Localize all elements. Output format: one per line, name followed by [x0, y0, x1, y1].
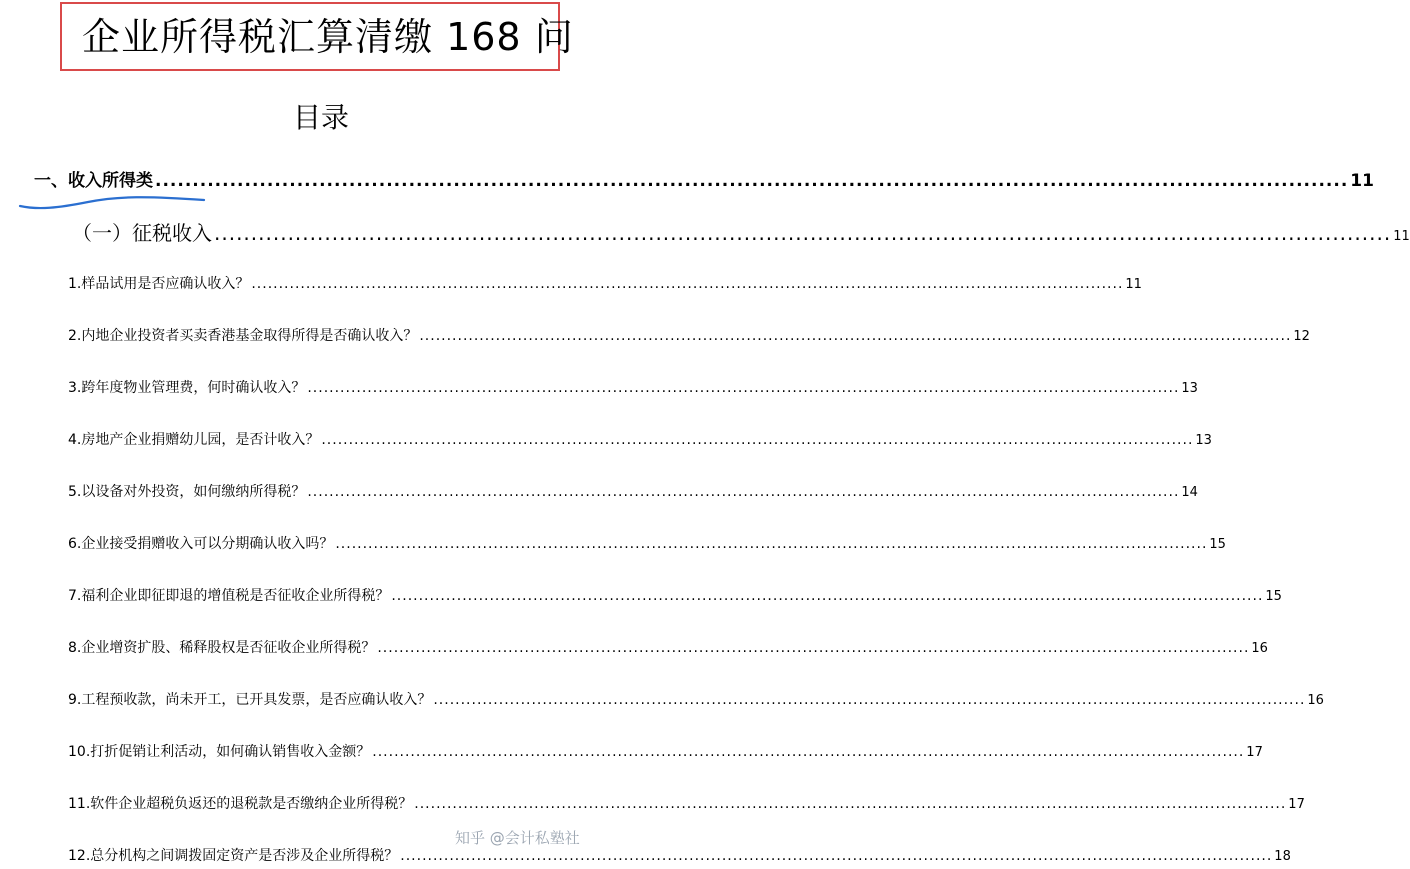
- toc-item-label: 3.跨年度物业管理费，何时确认收入？: [68, 380, 306, 396]
- dot-leader: ................................................................................................................................................................: [372, 744, 1245, 760]
- toc-item[interactable]: [68, 534, 1226, 555]
- dot-leader: ................................................................................................................................................................: [307, 380, 1180, 396]
- dot-leader: ................................................................................................................................................................: [400, 848, 1273, 864]
- toc-item-label: 11.软件企业超税负返还的退税款是否缴纳企业所得税？: [68, 796, 413, 812]
- toc-item-page: 14: [1181, 485, 1198, 500]
- toc-item-page: 13: [1181, 381, 1198, 396]
- toc-item-page: 11: [1125, 277, 1142, 292]
- toc-item-page: 12: [1293, 329, 1310, 344]
- toc-item[interactable]: [68, 274, 1142, 295]
- toc-item-label: 9.工程预收款，尚未开工，已开具发票，是否应确认收入？: [68, 692, 432, 708]
- toc-item[interactable]: [68, 430, 1212, 451]
- toc-item-page: 17: [1288, 797, 1305, 812]
- toc-item[interactable]: [68, 794, 1305, 815]
- toc-item[interactable]: [68, 690, 1324, 711]
- dot-leader: ................................................................................................................................................................: [414, 796, 1287, 812]
- toc-subsection-page: 11: [1393, 229, 1410, 244]
- toc-subsection-label: （一）征税收入: [72, 221, 212, 245]
- dot-leader: ................................................................................................................................................................: [377, 640, 1250, 656]
- toc-item[interactable]: [68, 742, 1263, 763]
- watermark: 知乎 @会计私塾社: [455, 829, 580, 847]
- toc-item-label: 8.企业增资扩股、稀释股权是否征收企业所得税？: [68, 640, 376, 656]
- dot-leader: ................................................................................................................................................................: [391, 588, 1264, 604]
- toc-item-page: 17: [1246, 745, 1263, 760]
- title-box: [60, 2, 574, 71]
- toc-item-label: 7.福利企业即征即退的增值税是否征收企业所得税？: [68, 588, 390, 604]
- toc-item-label: 10.打折促销让利活动，如何确认销售收入金额？: [68, 744, 371, 760]
- toc-item-page: 16: [1307, 693, 1324, 708]
- toc-item[interactable]: [68, 482, 1198, 503]
- dot-leader: ................................................................................................................................................................: [251, 276, 1124, 292]
- toc-item-label: 2.内地企业投资者买卖香港基金取得所得是否确认收入？: [68, 328, 418, 344]
- toc-heading: 目录: [292, 101, 349, 134]
- toc-item-page: 16: [1251, 641, 1268, 656]
- toc-item-label: 6.企业接受捐赠收入可以分期确认收入吗？: [68, 536, 334, 552]
- document-title: 企业所得税汇算清缴 168 问: [82, 15, 574, 59]
- dot-leader: ................................................................................................................................................................: [214, 221, 1392, 245]
- toc-item-page: 15: [1265, 589, 1282, 604]
- toc-item-page: 18: [1274, 849, 1291, 864]
- toc-item-label: 12.总分机构之间调拨固定资产是否涉及企业所得税？: [68, 848, 399, 864]
- toc-subsection-entry[interactable]: [72, 219, 1410, 251]
- toc-item-label: 5.以设备对外投资，如何缴纳所得税？: [68, 484, 306, 500]
- toc-item[interactable]: [68, 586, 1282, 607]
- toc-section-page: 11: [1350, 171, 1374, 191]
- dot-leader: ................................................................................................................................................................: [433, 692, 1306, 708]
- toc-item-page: 15: [1209, 537, 1226, 552]
- toc-section-label: 一、收入所得类: [34, 171, 153, 191]
- dot-leader: ................................................................................................................................................................: [307, 484, 1180, 500]
- dot-leader: ................................................................................................................................................................: [321, 432, 1194, 448]
- toc-item[interactable]: [68, 378, 1198, 399]
- toc-item[interactable]: [68, 846, 1291, 867]
- toc-item[interactable]: [68, 638, 1268, 659]
- dot-leader: ................................................................................................................................................................: [335, 536, 1208, 552]
- dot-leader: ................................................................................................................................................................: [155, 171, 1349, 191]
- toc-item-label: 4.房地产企业捐赠幼儿园，是否计收入？: [68, 432, 320, 448]
- pen-underline-mark: [18, 190, 208, 212]
- toc-item-label: 1.样品试用是否应确认收入？: [68, 276, 250, 292]
- toc-item[interactable]: [68, 326, 1310, 347]
- toc-item-page: 13: [1195, 433, 1212, 448]
- dot-leader: ................................................................................................................................................................: [419, 328, 1292, 344]
